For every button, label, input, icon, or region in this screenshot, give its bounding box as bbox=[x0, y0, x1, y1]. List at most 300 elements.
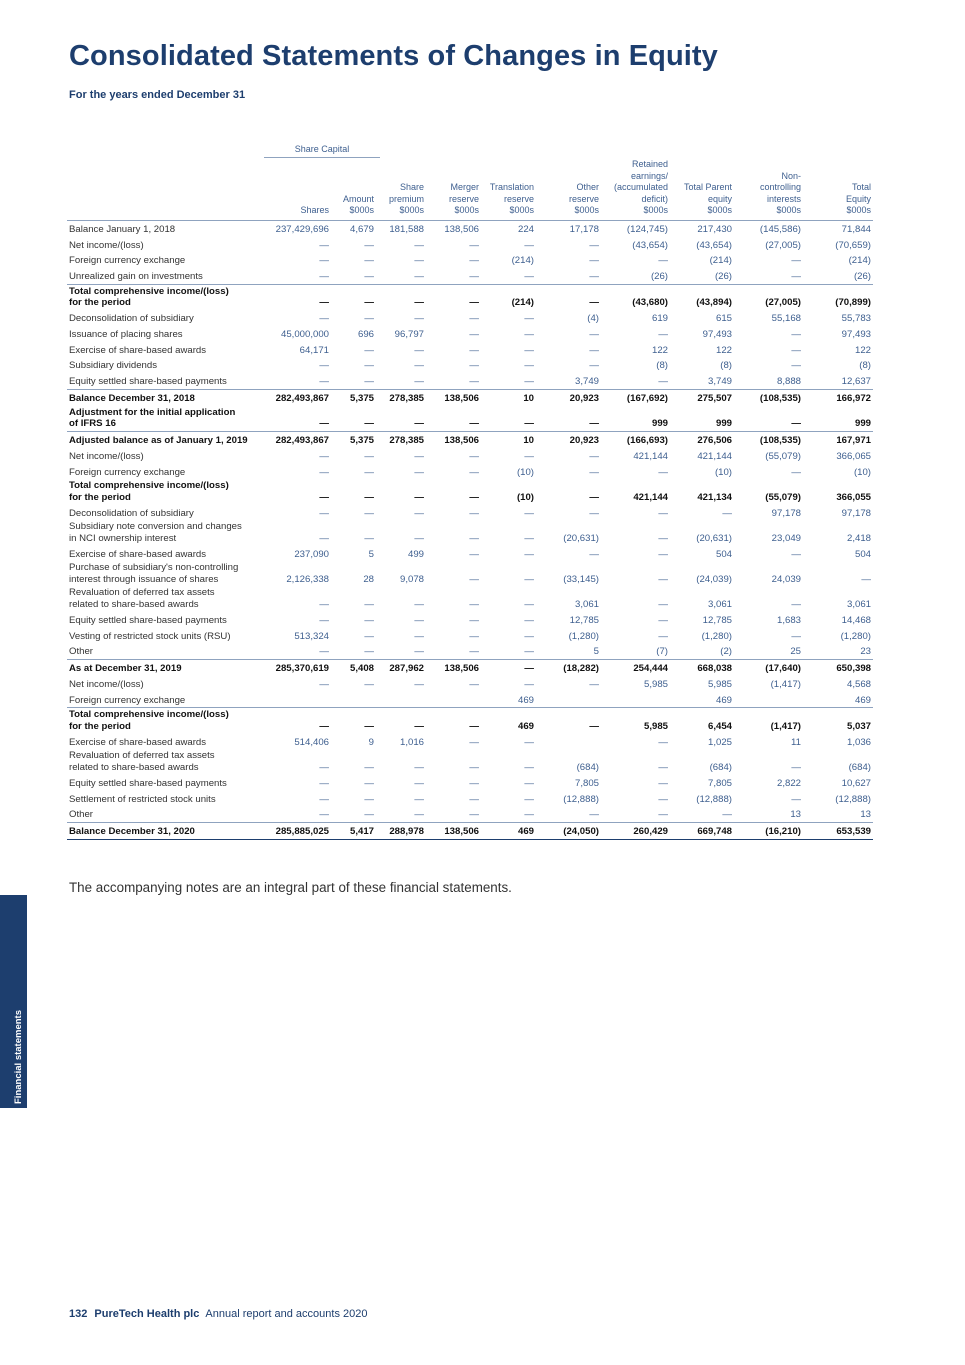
table-cell: 260,429 bbox=[601, 822, 670, 839]
row-label: Foreign currency exchange bbox=[69, 255, 186, 267]
table-cell: 514,406 bbox=[294, 736, 329, 748]
row-label: Other bbox=[69, 809, 93, 821]
table-cell: (20,631) bbox=[563, 532, 599, 544]
table-cell: — bbox=[364, 777, 374, 789]
table-cell: — bbox=[376, 708, 426, 734]
table-row bbox=[67, 586, 873, 611]
table-cell: — bbox=[469, 376, 479, 388]
table-cell: (18,282) bbox=[536, 659, 601, 675]
table-cell: 71,844 bbox=[841, 223, 871, 235]
table-cell: — bbox=[414, 376, 424, 388]
table-cell: (16,210) bbox=[734, 822, 803, 839]
table-cell: 288,978 bbox=[376, 822, 426, 839]
table-cell: — bbox=[364, 376, 374, 388]
table-cell: 122 bbox=[854, 344, 871, 356]
table-cell bbox=[536, 692, 601, 708]
table-cell: 4,679 bbox=[349, 223, 374, 235]
table-cell: — bbox=[319, 450, 329, 462]
table-cell: — bbox=[364, 809, 374, 821]
table-cell: — bbox=[658, 777, 668, 789]
table-cell: 5,985 bbox=[707, 678, 732, 690]
table-row bbox=[67, 749, 873, 774]
table-cell: — bbox=[364, 507, 374, 519]
table-cell: 138,506 bbox=[426, 822, 481, 839]
table-cell: 10,627 bbox=[841, 777, 871, 789]
table-cell: — bbox=[414, 271, 424, 283]
column-header: Total Equity $000s bbox=[803, 159, 873, 220]
table-cell: 237,429,696 bbox=[275, 223, 329, 235]
table-cell: — bbox=[469, 736, 479, 748]
table-cell: — bbox=[414, 344, 424, 356]
table-cell: 55,783 bbox=[841, 313, 871, 325]
table-cell: 13 bbox=[790, 809, 801, 821]
table-cell: 5,408 bbox=[331, 659, 376, 675]
table-cell: 181,588 bbox=[389, 223, 424, 235]
table-cell: — bbox=[524, 328, 534, 340]
table-cell: 217,430 bbox=[697, 223, 732, 235]
table-row bbox=[67, 612, 873, 628]
row-label: Total comprehensive income/(loss) for the period bbox=[67, 708, 259, 734]
table-cell bbox=[259, 692, 331, 708]
table-cell: (70,659) bbox=[835, 239, 871, 251]
table-cell: (10) bbox=[853, 466, 871, 478]
table-cell: — bbox=[469, 548, 479, 560]
table-cell: (27,005) bbox=[765, 239, 801, 251]
table-cell: (70,899) bbox=[803, 284, 873, 310]
table-row bbox=[67, 692, 873, 708]
table-cell: 96,797 bbox=[394, 328, 424, 340]
table-cell: 469 bbox=[854, 694, 871, 706]
table-row bbox=[67, 326, 873, 342]
table-cell: — bbox=[414, 360, 424, 372]
table-cell: 3,749 bbox=[574, 376, 599, 388]
table-cell: — bbox=[414, 761, 424, 773]
table-row bbox=[67, 357, 873, 373]
table-cell: — bbox=[791, 466, 801, 478]
table-cell: 469 bbox=[481, 822, 536, 839]
table-cell: — bbox=[524, 532, 534, 544]
table-cell: 499 bbox=[407, 548, 424, 560]
row-label: Net income/(loss) bbox=[69, 450, 144, 462]
table-cell: — bbox=[589, 239, 599, 251]
table-cell: — bbox=[469, 255, 479, 267]
table-cell: — bbox=[536, 284, 601, 310]
table-cell: (4) bbox=[587, 313, 599, 325]
table-cell: — bbox=[524, 736, 534, 748]
table-row bbox=[67, 520, 873, 545]
table-cell: (8) bbox=[656, 360, 668, 372]
table-cell bbox=[734, 692, 803, 708]
table-cell: 12,637 bbox=[841, 376, 871, 388]
table-cell: — bbox=[524, 761, 534, 773]
table-cell: — bbox=[524, 777, 534, 789]
table-cell: — bbox=[524, 630, 534, 642]
table-cell: — bbox=[469, 418, 479, 430]
column-header: Translation reserve $000s bbox=[481, 159, 536, 220]
table-cell: (166,693) bbox=[601, 431, 670, 447]
table-cell: — bbox=[524, 313, 534, 325]
table-row bbox=[67, 504, 873, 520]
table-cell: 5 bbox=[368, 548, 374, 560]
table-cell: 4,568 bbox=[846, 678, 871, 690]
table-cell: — bbox=[658, 532, 668, 544]
table-cell: — bbox=[364, 360, 374, 372]
table-cell: 5,375 bbox=[331, 389, 376, 405]
table-cell: — bbox=[589, 360, 599, 372]
table-cell: — bbox=[364, 793, 374, 805]
table-row bbox=[67, 389, 873, 405]
table-cell: — bbox=[319, 271, 329, 283]
table-cell: — bbox=[469, 793, 479, 805]
table-cell: — bbox=[319, 532, 329, 544]
table-cell: 653,539 bbox=[803, 822, 873, 839]
table-cell: 138,506 bbox=[426, 659, 481, 675]
row-label: Foreign currency exchange bbox=[69, 466, 186, 478]
table-cell: — bbox=[364, 678, 374, 690]
table-cell: — bbox=[658, 761, 668, 773]
table-cell: (27,005) bbox=[734, 284, 803, 310]
table-cell: — bbox=[589, 344, 599, 356]
table-cell: 5 bbox=[593, 646, 599, 658]
table-row bbox=[67, 284, 873, 310]
row-label: Issuance of placing shares bbox=[69, 328, 183, 340]
table-cell: 55,168 bbox=[771, 313, 801, 325]
row-label: Net income/(loss) bbox=[69, 239, 144, 251]
table-cell: — bbox=[331, 284, 376, 310]
table-cell: — bbox=[319, 777, 329, 789]
table-cell: 2,418 bbox=[846, 532, 871, 544]
table-cell: 166,972 bbox=[803, 389, 873, 405]
table-cell: (24,050) bbox=[536, 822, 601, 839]
table-cell: — bbox=[364, 491, 374, 503]
page-footer bbox=[69, 1308, 367, 1320]
table-row bbox=[67, 676, 873, 692]
table-cell bbox=[426, 692, 481, 708]
table-row bbox=[67, 806, 873, 822]
table-cell: 13 bbox=[860, 809, 871, 821]
table-cell: 276,506 bbox=[670, 431, 734, 447]
table-cell: (17,640) bbox=[734, 659, 803, 675]
table-cell: — bbox=[414, 491, 424, 503]
table-cell: — bbox=[589, 255, 599, 267]
table-cell: 3,061 bbox=[707, 598, 732, 610]
table-cell: — bbox=[364, 255, 374, 267]
table-cell: — bbox=[589, 271, 599, 283]
table-cell: — bbox=[414, 255, 424, 267]
row-label: Unrealized gain on investments bbox=[69, 271, 203, 283]
row-label: Balance January 1, 2018 bbox=[69, 223, 176, 235]
table-cell: (2) bbox=[720, 646, 732, 658]
table-cell: 421,144 bbox=[697, 450, 732, 462]
section-side-tab-label: Financial statements bbox=[13, 1010, 24, 1104]
row-label: Balance December 31, 2018 bbox=[67, 389, 259, 405]
table-row bbox=[67, 341, 873, 357]
table-cell: — bbox=[364, 239, 374, 251]
table-cell: 619 bbox=[651, 313, 668, 325]
table-cell: — bbox=[426, 708, 481, 734]
table-cell: — bbox=[319, 761, 329, 773]
table-cell: — bbox=[791, 344, 801, 356]
table-cell: — bbox=[536, 708, 601, 734]
column-header: Other reserve $000s bbox=[536, 159, 601, 220]
column-header: Share premium $000s bbox=[376, 159, 426, 220]
table-cell: (1,280) bbox=[568, 630, 599, 642]
table-cell: — bbox=[319, 376, 329, 388]
table-cell: 97,493 bbox=[841, 328, 871, 340]
table-cell: — bbox=[524, 573, 534, 585]
table-cell: 5,985 bbox=[643, 678, 668, 690]
table-cell: 469 bbox=[481, 708, 536, 734]
row-label: Net income/(loss) bbox=[69, 678, 144, 690]
page-number: 132 bbox=[69, 1308, 88, 1320]
table-row bbox=[67, 448, 873, 464]
table-cell: 366,055 bbox=[836, 491, 871, 503]
table-cell: — bbox=[469, 491, 479, 503]
table-cell: 138,506 bbox=[444, 223, 479, 235]
table-cell: 122 bbox=[715, 344, 732, 356]
table-cell: 285,885,025 bbox=[259, 822, 331, 839]
table-row bbox=[67, 220, 873, 236]
table-cell: (108,535) bbox=[734, 431, 803, 447]
table-cell: (20,631) bbox=[696, 532, 732, 544]
table-cell: 1,016 bbox=[399, 736, 424, 748]
table-cell: 9 bbox=[368, 736, 374, 748]
table-cell: 25 bbox=[790, 646, 801, 658]
table-cell: 23 bbox=[860, 646, 871, 658]
table-cell: 10 bbox=[481, 431, 536, 447]
table-row bbox=[67, 463, 873, 479]
table-cell: — bbox=[469, 507, 479, 519]
table-cell: 10 bbox=[481, 389, 536, 405]
table-cell: — bbox=[791, 598, 801, 610]
table-cell: 64,171 bbox=[299, 344, 329, 356]
table-cell: — bbox=[414, 466, 424, 478]
page-subtitle: For the years ended December 31 bbox=[69, 89, 246, 101]
table-header-row bbox=[67, 159, 873, 220]
table-cell: 1,036 bbox=[846, 736, 871, 748]
table-row bbox=[67, 822, 873, 839]
table-cell: — bbox=[414, 313, 424, 325]
table-cell: (214) bbox=[481, 284, 536, 310]
table-cell bbox=[331, 692, 376, 708]
table-cell: — bbox=[414, 614, 424, 626]
table-cell: — bbox=[469, 573, 479, 585]
table-cell: (1,280) bbox=[701, 630, 732, 642]
table-row bbox=[67, 479, 873, 504]
table-cell: — bbox=[658, 573, 668, 585]
table-cell: 696 bbox=[357, 328, 374, 340]
table-cell: 17,178 bbox=[569, 223, 599, 235]
table-cell bbox=[536, 734, 601, 750]
table-cell: 366,065 bbox=[836, 450, 871, 462]
table-cell: — bbox=[658, 328, 668, 340]
table-cell: — bbox=[589, 466, 599, 478]
table-cell: — bbox=[319, 418, 329, 430]
table-cell: 421,144 bbox=[633, 491, 668, 503]
row-label: As at December 31, 2019 bbox=[67, 659, 259, 675]
table-cell: — bbox=[364, 344, 374, 356]
table-cell: — bbox=[469, 532, 479, 544]
table-cell: — bbox=[524, 418, 534, 430]
table-cell: — bbox=[414, 630, 424, 642]
table-cell: — bbox=[524, 271, 534, 283]
row-label: Deconsolidation of subsidiary bbox=[69, 313, 194, 325]
table-cell: — bbox=[589, 809, 599, 821]
table-cell: — bbox=[414, 418, 424, 430]
table-cell: 504 bbox=[854, 548, 871, 560]
table-cell: — bbox=[469, 450, 479, 462]
table-cell: — bbox=[589, 678, 599, 690]
table-cell: (12,888) bbox=[696, 793, 732, 805]
table-cell: — bbox=[861, 573, 871, 585]
row-label: Subsidiary dividends bbox=[69, 360, 157, 372]
table-cell: — bbox=[319, 507, 329, 519]
table-cell: 421,134 bbox=[697, 491, 732, 503]
table-row bbox=[67, 545, 873, 561]
table-cell: — bbox=[364, 418, 374, 430]
table-cell: 14,468 bbox=[841, 614, 871, 626]
table-cell: — bbox=[364, 313, 374, 325]
column-header: Non- controlling interests $000s bbox=[734, 159, 803, 220]
table-cell: (1,417) bbox=[770, 678, 801, 690]
table-cell: — bbox=[319, 255, 329, 267]
table-cell: 97,493 bbox=[702, 328, 732, 340]
table-cell: (214) bbox=[511, 255, 534, 267]
table-cell: 28 bbox=[363, 573, 374, 585]
table-cell: — bbox=[658, 736, 668, 748]
table-row bbox=[67, 268, 873, 284]
share-capital-group-label: Share Capital bbox=[264, 144, 380, 158]
row-label: Subsidiary note conversion and changes in NCI ownership interest bbox=[69, 521, 242, 544]
table-cell: (43,654) bbox=[696, 239, 732, 251]
table-cell: — bbox=[319, 809, 329, 821]
table-cell: — bbox=[319, 598, 329, 610]
row-label: Exercise of share-based awards bbox=[69, 344, 207, 356]
table-row bbox=[67, 252, 873, 268]
table-row bbox=[67, 373, 873, 389]
table-row bbox=[67, 643, 873, 659]
table-cell: 2,126,338 bbox=[286, 573, 329, 585]
table-cell: — bbox=[469, 630, 479, 642]
table-cell: — bbox=[259, 708, 331, 734]
table-cell: (43,894) bbox=[670, 284, 734, 310]
table-row bbox=[67, 236, 873, 252]
table-cell: 138,506 bbox=[426, 431, 481, 447]
table-cell: — bbox=[469, 646, 479, 658]
table-cell: — bbox=[331, 708, 376, 734]
table-cell: 421,144 bbox=[633, 450, 668, 462]
table-cell: — bbox=[259, 284, 331, 310]
table-cell: 167,971 bbox=[803, 431, 873, 447]
table-cell: 275,507 bbox=[670, 389, 734, 405]
table-cell: — bbox=[319, 614, 329, 626]
table-row bbox=[67, 561, 873, 586]
table-cell: — bbox=[524, 507, 534, 519]
table-cell: 2,822 bbox=[776, 777, 801, 789]
row-label: Foreign currency exchange bbox=[69, 694, 186, 706]
table-cell: 999 bbox=[715, 418, 732, 430]
table-cell: — bbox=[658, 793, 668, 805]
table-cell: 5,037 bbox=[803, 708, 873, 734]
table-cell: — bbox=[469, 271, 479, 283]
row-label: Revaluation of deferred tax assets related to share-based awards bbox=[69, 750, 215, 773]
table-cell: 513,324 bbox=[294, 630, 329, 642]
table-cell: — bbox=[589, 548, 599, 560]
table-cell bbox=[376, 692, 426, 708]
table-cell: — bbox=[791, 255, 801, 267]
table-cell: — bbox=[426, 284, 481, 310]
table-cell: — bbox=[589, 491, 599, 503]
table-cell: — bbox=[524, 450, 534, 462]
table-cell: — bbox=[469, 328, 479, 340]
table-cell: — bbox=[319, 793, 329, 805]
table-cell: — bbox=[658, 630, 668, 642]
table-cell: — bbox=[414, 450, 424, 462]
table-cell: — bbox=[791, 630, 801, 642]
table-cell: (124,745) bbox=[626, 223, 668, 235]
table-cell: 3,061 bbox=[574, 598, 599, 610]
table-cell: — bbox=[722, 809, 732, 821]
table-cell: — bbox=[319, 491, 329, 503]
table-cell: — bbox=[469, 239, 479, 251]
table-cell: (10) bbox=[516, 466, 534, 478]
table-cell: (1,280) bbox=[840, 630, 871, 642]
table-cell: — bbox=[524, 239, 534, 251]
table-cell: 45,000,000 bbox=[280, 328, 329, 340]
table-cell: (10) bbox=[516, 491, 534, 503]
table-cell: (684) bbox=[576, 761, 599, 773]
table-row bbox=[67, 659, 873, 675]
row-label: Adjusted balance as of January 1, 2019 bbox=[67, 431, 259, 447]
table-cell: — bbox=[658, 255, 668, 267]
table-cell: — bbox=[469, 678, 479, 690]
table-cell: 1,683 bbox=[776, 614, 801, 626]
row-label: Balance December 31, 2020 bbox=[67, 822, 259, 839]
table-cell: 615 bbox=[715, 313, 732, 325]
table-cell: — bbox=[364, 466, 374, 478]
table-cell: 282,493,867 bbox=[259, 431, 331, 447]
table-row bbox=[67, 406, 873, 432]
table-cell: — bbox=[469, 761, 479, 773]
column-header: Total Parent equity $000s bbox=[670, 159, 734, 220]
table-cell: (1,417) bbox=[734, 708, 803, 734]
table-cell: — bbox=[791, 360, 801, 372]
table-cell: (145,586) bbox=[759, 223, 801, 235]
table-cell: — bbox=[791, 548, 801, 560]
table-cell: — bbox=[589, 450, 599, 462]
table-row bbox=[67, 627, 873, 643]
table-row bbox=[67, 708, 873, 734]
table-cell: — bbox=[524, 809, 534, 821]
table-cell: 24,039 bbox=[771, 573, 801, 585]
table-cell: 138,506 bbox=[426, 389, 481, 405]
row-label: Equity settled share-based payments bbox=[69, 777, 227, 789]
table-cell: — bbox=[658, 507, 668, 519]
table-cell: — bbox=[319, 313, 329, 325]
table-cell: — bbox=[469, 466, 479, 478]
row-label: Exercise of share-based awards bbox=[69, 736, 207, 748]
table-cell: (8) bbox=[859, 360, 871, 372]
row-label: Vesting of restricted stock units (RSU) bbox=[69, 630, 231, 642]
table-cell: — bbox=[722, 507, 732, 519]
row-label: Equity settled share-based payments bbox=[69, 614, 227, 626]
table-cell: — bbox=[364, 630, 374, 642]
table-cell bbox=[601, 692, 670, 708]
table-cell: — bbox=[469, 809, 479, 821]
table-cell: 3,749 bbox=[707, 376, 732, 388]
table-cell: 278,385 bbox=[376, 389, 426, 405]
table-cell: 237,090 bbox=[294, 548, 329, 560]
